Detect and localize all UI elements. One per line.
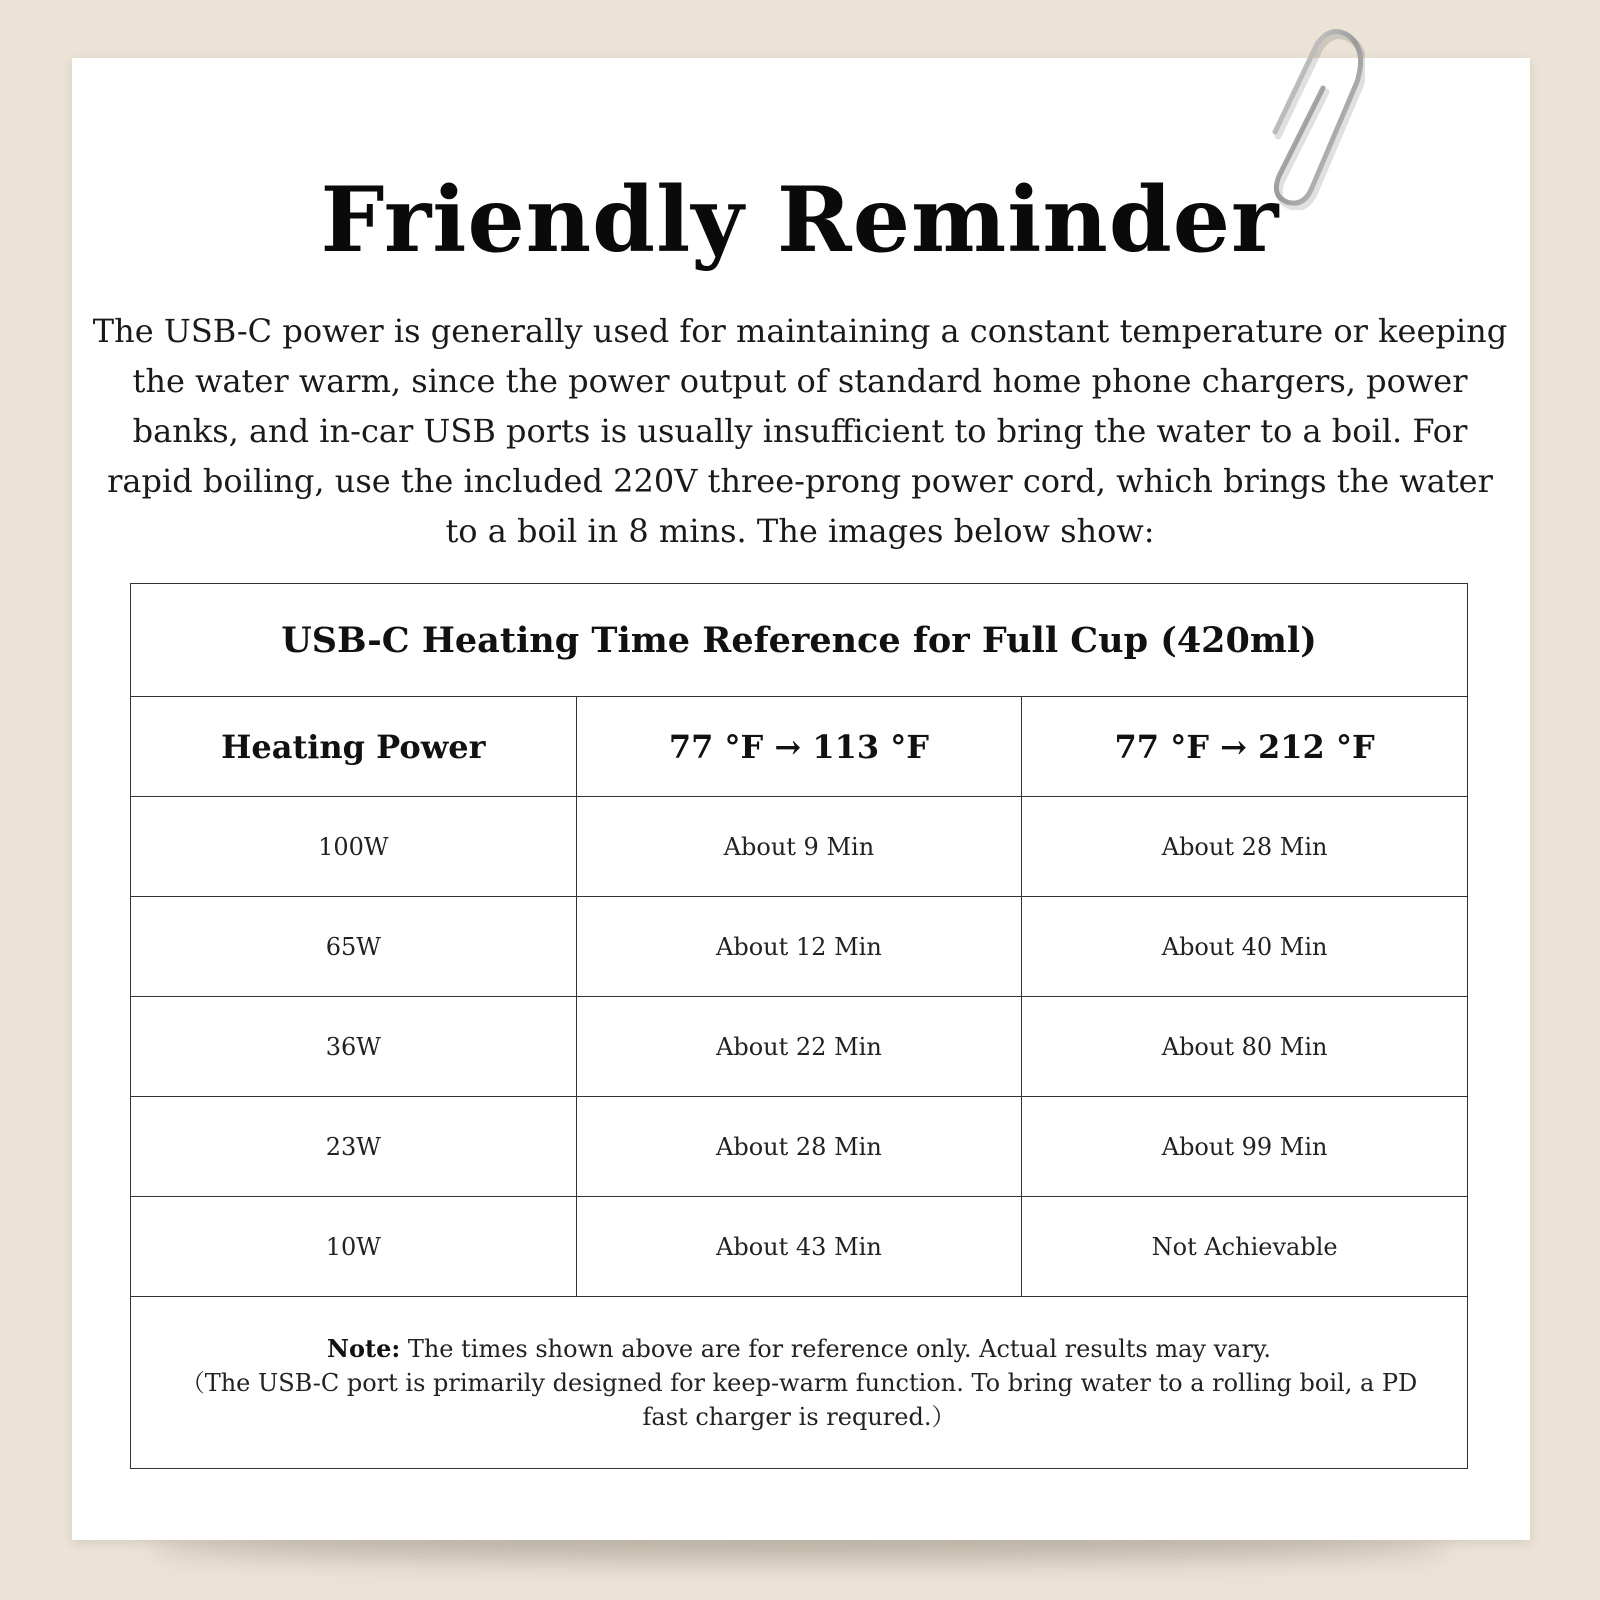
time-212-cell: About 40 Min (1022, 897, 1468, 997)
table-row (131, 897, 1468, 997)
table-row (131, 1197, 1468, 1297)
time-212-cell: Not Achievable (1022, 1197, 1468, 1297)
power-cell: 65W (131, 897, 577, 997)
time-113-cell: About 43 Min (576, 1197, 1022, 1297)
table-row (131, 797, 1468, 897)
header-heating-power: Heating Power (131, 697, 577, 797)
page-title: Friendly Reminder (320, 167, 1280, 273)
time-113-cell: About 9 Min (576, 797, 1022, 897)
table-note (131, 1297, 1468, 1469)
note-paren: （The USB-C port is primarily designed for keep-warm function. To bring water to a rolling boil, a PD fast charger is requred.） (180, 1368, 1418, 1431)
power-cell: 23W (131, 1097, 577, 1197)
table-header-row (131, 697, 1468, 797)
table-row (131, 1097, 1468, 1197)
heating-time-table (130, 583, 1468, 1469)
note-label: Note: (327, 1333, 401, 1363)
power-cell: 10W (131, 1197, 577, 1297)
table-title-row (131, 584, 1468, 697)
note-text: The times shown above are for reference only. Actual results may vary. (407, 1334, 1271, 1363)
time-113-cell: About 22 Min (576, 997, 1022, 1097)
header-77-to-113: 77 °F → 113 °F (576, 697, 1022, 797)
table-row (131, 997, 1468, 1097)
intro-paragraph: The USB-C power is generally used for maintaining a constant temperature or keeping the water warm, since the power output of standard home phone chargers, power banks, and in-car USB ports is usually insufficient to bring the water to a boil. For rapid boiling, use the included 220V three-prong power cord, which brings the water to a boil in 8 mins. The images below show: (92, 312, 1508, 550)
header-77-to-212: 77 °F → 212 °F (1022, 697, 1468, 797)
power-cell: 100W (131, 797, 577, 897)
power-cell: 36W (131, 997, 577, 1097)
time-212-cell: About 80 Min (1022, 997, 1468, 1097)
time-212-cell: About 99 Min (1022, 1097, 1468, 1197)
time-113-cell: About 12 Min (576, 897, 1022, 997)
time-212-cell: About 28 Min (1022, 797, 1468, 897)
time-113-cell: About 28 Min (576, 1097, 1022, 1197)
table-title: USB-C Heating Time Reference for Full Cup (420ml) (131, 584, 1468, 697)
table-note-row (131, 1297, 1468, 1469)
